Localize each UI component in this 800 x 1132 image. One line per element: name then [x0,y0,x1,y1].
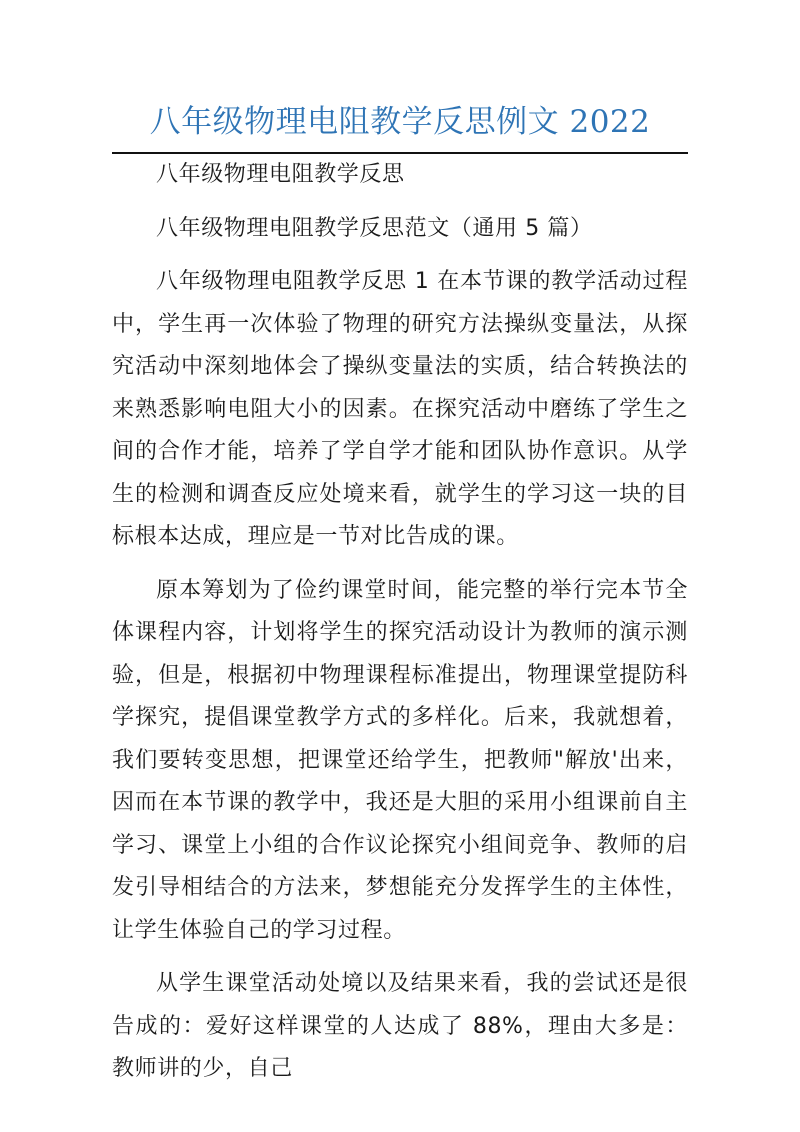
document-title: 八年级物理电阻教学反思例文 2022 [149,104,651,140]
paragraph-subtitle: 八年级物理电阻教学反思范文（通用 5 篇） [156,215,593,241]
paragraph-body: 原本筹划为了俭约课堂时间，能完整的举行完本节全体课程内容，计划将学生的探究活动设计为教师的演示测验，但是，根据初中物理课程标准提出，物理课堂提防科学探究，提倡课堂教学方式的多样化。后来，我就想着，我们要转变思想，把课堂还给学生，把教师"解放'出来，因而在本节课的教学中，我还是大胆的采用小组课前自主学习、课堂上小组的合作议论探究小组间竞争、教师的启发引导相结合的方法来，梦想能充分发挥学生的主体性，让学生体验自己的学习过程。 [112,577,688,943]
paragraph-heading: 八年级物理电阻教学反思 [156,162,405,187]
paragraph-body: 八年级物理电阻教学反思 1 在本节课的教学活动过程中，学生再一次体验了物理的研究方法操纵变量法，从探究活动中深刻地体会了操纵变量法的实质，结合转换法的来熟悉影响电阻大小的因素。在探究活动中磨练了学生之间的合作才能，培养了学自学才能和团队协作意识。从学生的检测和调查反应处境来看，就学生的学习这一块的目标根本达成，理应是一节对比告成的课。 [112,269,688,549]
paragraph-body: 从学生课堂活动处境以及结果来看，我的尝试还是很告成的：爱好这样课堂的人达成了 88%，理由大多是：教师讲的少，自己 [112,971,688,1081]
document-body [112,154,688,1091]
